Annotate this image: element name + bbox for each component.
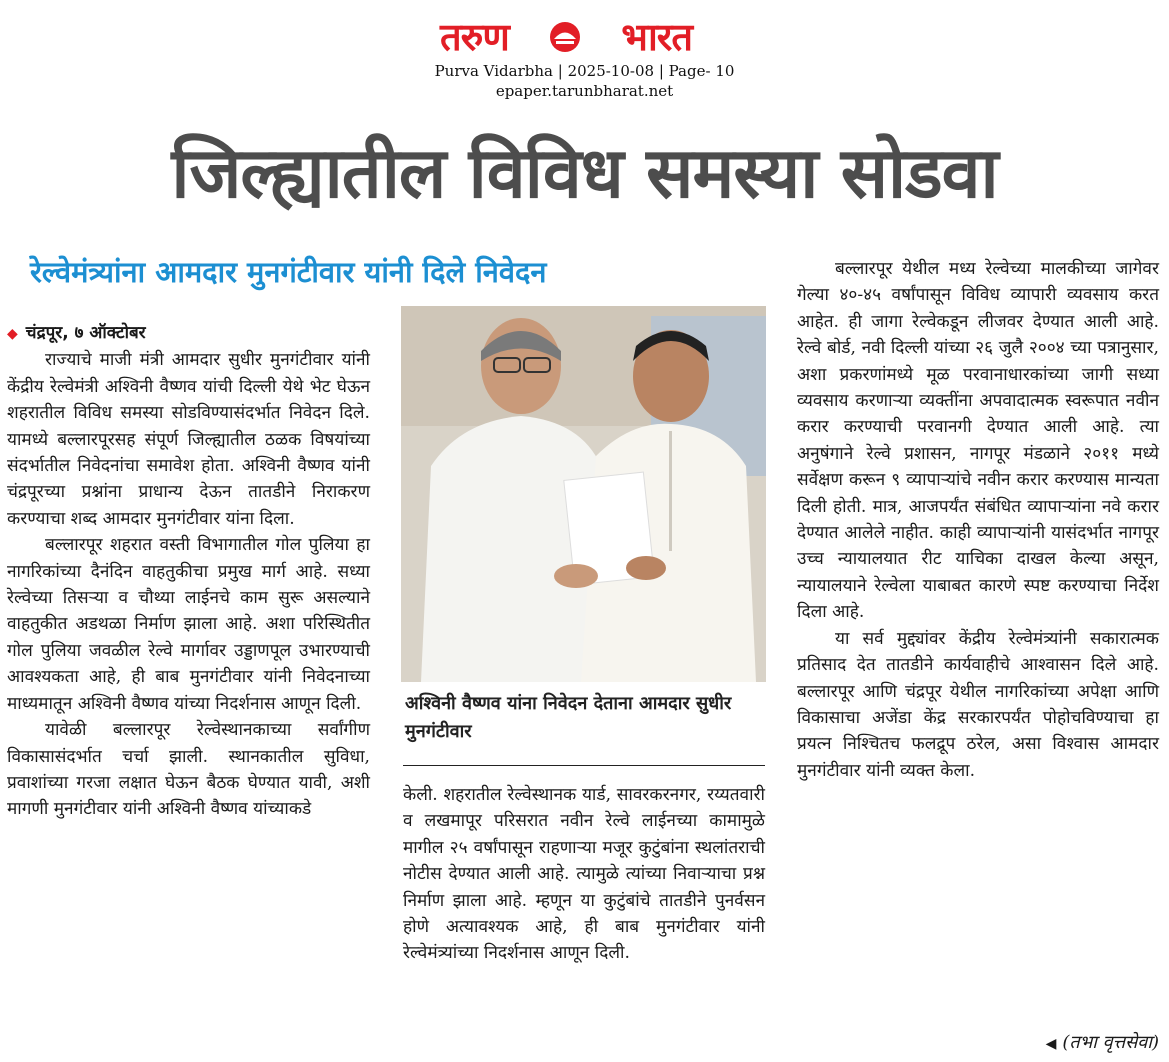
caption-divider bbox=[403, 765, 765, 766]
photo-illustration bbox=[401, 306, 766, 682]
logo-text-right: भारत bbox=[621, 15, 692, 59]
article-column-2 bbox=[403, 782, 765, 967]
logo-text-left: तरुण bbox=[440, 15, 509, 59]
dateline-text: चंद्रपूर, ७ ऑक्टोबर bbox=[25, 323, 146, 343]
paragraph: बल्लारपूर शहरात वस्ती विभागातील गोल पुलिया हा नागरिकांच्या दैनंदिन वाहतुकीचा प्रमुख मार्ग आहे. सध्या रेल्वेच्या तिसऱ्या व चौथ्या लाईनचे काम सुरू असल्याने वाहतुकीत अडथळा निर्माण झाला आहे. अशा परिस्थितीत गोल पुलिया जवळील रेल्वे मार्गावर उड्डाणपूल उभारण्याची आवश्यकता आहे, ही बाब मुनगंटीवार यांनी निवेदनाच्या माध्यमातून अश्विनी वैष्णव यांच्या निदर्शनास आणून दिली. bbox=[7, 535, 370, 714]
left-triangle-icon: ◀ bbox=[1045, 1036, 1057, 1052]
masthead bbox=[0, 0, 1169, 105]
paragraph: केली. शहरातील रेल्वेस्थानक यार्ड, सावरकरनगर, रय्यतवारी व लखमापूर परिसरात नवीन रेल्वे लाईनच्या कामामुळे मागील २५ वर्षांपासून राहणाऱ्या मजूर कुटुंबांना स्थलांतराची नोटीस देण्यात आली आहे. त्यामुळे त्यांच्या निवाऱ्याचा प्रश्न निर्माण झाला आहे. म्हणून या कुटुंबांचे तातडीने पुनर्वसन होणे अत्यावश्यक आहे, ही बाब मुनगंटीवार यांनी रेल्वेमंत्र्यांच्या निदर्शनास आणून दिली. bbox=[403, 785, 765, 964]
paragraph: बल्लारपूर येथील मध्य रेल्वेच्या मालकीच्या जागेवर गेल्या ४०-४५ वर्षांपासून विविध व्यापारी व्यवसाय करत आहेत. ही जागा रेल्वेकडून लीजवर देण्यात आली आहे. रेल्वे बोर्ड, नवी दिल्ली यांच्या २६ जुलै २००४ च्या पत्रानुसार, अशा प्रकरणांमध्ये मूळ परवानाधारकांच्या जागी सध्या व्यवसाय करणाऱ्या व्यक्तींना अपवादात्मक स्वरूपात नवीन करार करण्याची परवानगी देण्यात आली आहे. त्या अनुषंगाने रेल्वे प्रशासन, नागपूर मंडळाने २०११ मध्ये सर्वेक्षण करून ९ व्यापाऱ्यांचे नवीन करार करण्यास मान्यता दिली होती. मात्र, आजपर्यंत संबंधित व्यापाऱ्यांना नवे करार देण्यात आलेले नाहीत. काही व्यापाऱ्यांनी यासंदर्भात नागपूर उच्च न्यायालयात रीट याचिका दाखल केल्या असून, न्यायालयाने रेल्वेला याबाबत कारणे स्पष्ट करण्याचा निर्देश दिला आहे. bbox=[797, 259, 1159, 623]
dateline bbox=[7, 320, 370, 347]
article-headline: जिल्ह्यातील विविध समस्या सोडवा bbox=[171, 132, 998, 214]
paragraph: यावेळी बल्लारपूर रेल्वेस्थानकाच्या सर्वांगीण विकासासंदर्भात चर्चा झाली. स्थानकातील सुविधा, प्रवाशांच्या गरजा लक्षात घेऊन बैठक घेण्यात यावी, अशी मागणी मुनगंटीवार यांनी अश्विनी वैष्णव यांच्याकडे bbox=[7, 720, 370, 820]
article-column-3 bbox=[797, 256, 1159, 784]
logo-emblem-icon bbox=[548, 20, 582, 54]
photo-caption: अश्विनी वैष्णव यांना निवेदन देताना आमदार सुधीर मुनगंटीवार bbox=[405, 693, 732, 742]
edition-info: Purva Vidarbha | 2025-10-08 | Page- 10 bbox=[434, 62, 735, 80]
newspaper-logo bbox=[440, 14, 692, 60]
news-source bbox=[1046, 1030, 1159, 1054]
source-text: (तभा वृत्तसेवा) bbox=[1062, 1032, 1159, 1053]
article-subheadline: रेल्वेमंत्र्यांना आमदार मुनगंटीवार यांनी दिले निवेदन bbox=[30, 255, 547, 289]
website-url: epaper.tarunbharat.net bbox=[495, 82, 674, 100]
red-diamond-icon: ◆ bbox=[7, 326, 18, 342]
article-column-1 bbox=[7, 320, 370, 823]
paragraph: या सर्व मुद्द्यांवर केंद्रीय रेल्वेमंत्र्यांनी सकारात्मक प्रतिसाद देत तातडीने कार्यवाहीचे आश्वासन दिले आहे. बल्लारपूर आणि चंद्रपूर येथील नागरिकांच्या अपेक्षा आणि विकासाचा अजेंडा केंद्र सरकारपर्यंत पोहोचविण्याचा हा प्रयत्न निश्चितच फलद्रूप ठरेल, असा विश्वास आमदार मुनगंटीवार यांनी व्यक्त केला. bbox=[797, 628, 1159, 781]
news-photo bbox=[401, 306, 766, 682]
paragraph: राज्याचे माजी मंत्री आमदार सुधीर मुनगंटीवार यांनी केंद्रीय रेल्वेमंत्री अश्विनी वैष्णव यांची दिल्ली येथे भेट घेऊन शहरातील विविध समस्या सोडविण्यासंदर्भात निवेदन दिले. यामध्ये बल्लारपूरसह संपूर्ण जिल्ह्यातील ठळक विषयांच्या संदर्भातील निवेदनांचा समावेश होता. अश्विनी वैष्णव यांनी चंद्रपूरच्या प्रश्नांना प्राधान्य देऊन तातडीने निराकरण करण्याचा शब्द आमदार मुनगंटीवार यांना दिला. bbox=[7, 350, 370, 529]
